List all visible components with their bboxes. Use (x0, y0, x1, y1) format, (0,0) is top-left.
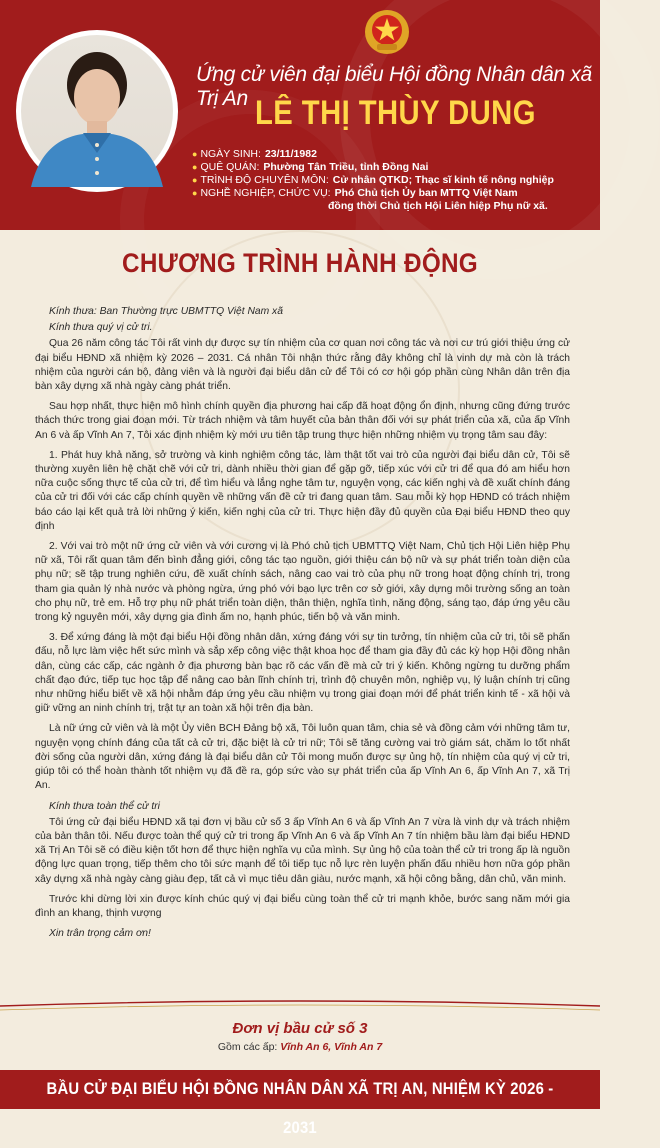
paragraph: Sau hợp nhất, thực hiện mô hình chính quyền địa phương hai cấp đã hoạt động ổn định, nhưng cũng đứng trước thách thức trong giai đoạn mới. Từ trách nhiệm và tâm huyết của bản thân đối với sự phát triển của xã, của ấp Vĩnh An 6 và ấp Vĩnh An 7, Tôi xác định nhiệm kỳ mới ưu tiên tập trung thực hiện những nhiệm vụ trọng tâm sau đây: (35, 401, 570, 441)
electoral-unit-hamlets (0, 1041, 600, 1053)
candidate-photo (21, 35, 173, 187)
greeting: Kính thưa quý vị cử tri. (49, 322, 153, 334)
paragraph: 3. Để xứng đáng là một đại biểu Hội đồng nhân dân, xứng đáng với sự tin tưởng, tín nhiệm của cử tri, tôi sẽ phấn đấu, nỗ lực làm việc hết sức mình và sắp xếp công việc thật khoa học để tham gia đầy đủ các kỳ họp Hội đồng nhân dân, cùng các cấp, các ngành ở địa phương bàn bạc rõ các vấn đề mà cử tri ý kiến. Không ngừng tu dưỡng phẩm chất đạo đức, tiếp tục học tập để nâng cao bản lĩnh chính trị, trình độ chuyên môn, nghiệp vụ, lý luận chính trị cũng như những hiểu biết về xã hội nhằm đáp ứng yêu cầu nhiệm vụ trong giai đoạn mới để phát triển kinh tế - xã hội và giữ vững an ninh chính trị, trật tự an toàn xã hội trên địa bàn. (35, 632, 570, 715)
info-row-hometown (192, 161, 592, 174)
header-banner (0, 0, 600, 230)
bullet-icon: ● (192, 162, 198, 172)
paragraph: Tôi ứng cử đại biểu HĐND xã tại đơn vị bầu cử số 3 ấp Vĩnh An 6 và ấp Vĩnh An 7 vừa là vinh dự và trách nhiệm của bản thân tôi. Nếu được toàn thể quý cử tri trong ấp Vĩnh An 6 và ấp Vĩnh An 7 tín nhiệm bầu làm đại biểu HĐND xã Trị An Tôi sẽ có điều kiện tốt hơn để thực hiện nghĩa vụ của mình. Sự ủng hộ của toàn thể cử tri trong ấp là nguồn động lực quan trọng, tiếp thêm cho tôi sức mạnh để tôi tiếp tục nỗ lực rèn luyện phấn đấu nhiều hơn nữa góp phần xây dựng xã nhà ngày càng giàu đẹp, tất cả vì mục tiêu dân giàu, nước mạnh, xã hội công bằng, dân chủ, văn minh. (35, 816, 570, 885)
info-label: NGÀY SINH: (200, 148, 261, 160)
hamlets-label: Gồm các ấp: (217, 1041, 278, 1053)
candidate-subtitle: Ứng cử viên đại biểu Hội đồng Nhân dân xã Trị An (196, 63, 592, 110)
candidate-info (192, 148, 592, 213)
program-title: CHƯƠNG TRÌNH HÀNH ĐỘNG (122, 248, 478, 278)
paragraph: Qua 26 năm công tác Tôi rất vinh dự được sự tín nhiệm của cơ quan nơi công tác và nơi cư trú giới thiệu ứng cử đại biểu HĐND xã nhiệm kỳ 2026 – 2031. Cá nhân Tôi nhận thức rằng đây không chỉ là vinh dự mà còn là trách nhiệm của người cán bộ, đảng viên và là người đại biểu dân cử để Tôi có cơ hội góp phần cùng Nhân dân trên địa bàn xây dựng xã nhà ngày càng phát triển. (35, 338, 570, 393)
closing: Xin trân trọng cảm ơn! (49, 928, 151, 940)
info-value-continued: đồng thời Chủ tịch Hội Liên hiệp Phụ nữ xã. (328, 200, 548, 212)
info-label: QUÊ QUÁN: (200, 161, 260, 173)
info-value: Phường Tân Triều, tỉnh Đồng Nai (263, 161, 429, 173)
paragraph: Là nữ ứng cử viên và là một Ủy viên BCH Đảng bộ xã, Tôi luôn quan tâm, chia sẻ và đồng cảm với những tâm tư, nguyện vọng chính đáng của tất cả cử tri, đặc biệt là cử tri nữ; Tôi sẽ tăng cường vai trò giám sát, chăm lo tốt nhất đời sống của người dân, xứng đáng là đại biểu dân cử Tôi mong muốn được sự ủng hộ, tín nhiệm của quý vị cử tri, giúp tôi có thể hoàn thành tốt nhiệm vụ đã đề ra, góp sức vào sự phát triển của ấp Vĩnh An 6, ấp Vĩnh An 7, xã Trị An. (35, 723, 570, 792)
paragraph: 1. Phát huy khả năng, sở trường và kinh nghiệm công tác, làm thật tốt vai trò của người đại biểu dân cử, Tôi sẽ thường xuyên liên hệ chặt chẽ với cử tri, dành nhiều thời gian để gặp gỡ, tiếp xúc với cử tri để qua đó am hiểu hơn nữa cuộc sống thực tế của cử tri, để tìm hiểu và lắng nghe tâm tư, nguyện vọng, các kiến nghị và đề xuất chính đáng của cử tri đối với các cấp chính quyền về những vấn đề cử tri đang quan tâm. Sau mỗi kỳ họp HĐND có trách nhiệm báo cáo lại kết quả trả lời những ý kiến, kiến nghị của cử tri. Thực hiện đầy đủ quyền của Đại biểu HĐND theo quy định (35, 449, 570, 532)
hamlets-value: Vĩnh An 6, Vĩnh An 7 (280, 1041, 383, 1053)
info-value: Phó Chủ tịch Ủy ban MTTQ Việt Nam (334, 187, 518, 199)
electoral-unit-title: Đơn vị bầu cử số 3 (232, 1020, 368, 1037)
info-label: TRÌNH ĐỘ CHUYÊN MÔN: (200, 174, 329, 186)
paragraph: 2. Với vai trò một nữ ứng cử viên và với cương vị là Phó chủ tịch UBMTTQ Việt Nam, Chủ tịch Hội Liên hiệp Phụ nữ xã, Tôi rất quan tâm đến bình đẳng giới, công tác tạo nguồn, giới thiệu cán bộ nữ và sự phát triển toàn diện của phụ nữ; sẽ tập trung nghiên cứu, đề xuất chính sách, nâng cao vai trò của phụ nữ trong hoạt động chính trị, trong tham gia quản lý nhà nước và phòng ngừa, ứng phó với bạo lực trên cơ sở giới, xây dựng môi trường sống an toàn cho phụ nữ, trẻ em. Hỗ trợ phụ nữ phát triển toàn diện, thân thiện, nghĩa tình, năng động, sáng tạo, đáp ứng yêu cầu trong kỷ nguyên mới, xây dựng gia đình ấm no, hạnh phúc, tiến bộ và văn minh. (35, 541, 570, 624)
info-row-education (192, 174, 592, 187)
info-value: 23/11/1982 (264, 148, 317, 160)
paragraph: Trước khi dừng lời xin được kính chúc quý vị đại biểu cùng toàn thể cử tri mạnh khỏe, bước sang năm mới gia đình an khang, thịnh vượng (35, 893, 570, 919)
program-body (35, 305, 570, 943)
national-emblem-icon (363, 8, 411, 56)
info-label: NGHỀ NGHIỆP, CHỨC VỤ: (200, 187, 331, 199)
candidate-name: LÊ THỊ THÙY DUNG (255, 94, 536, 132)
footer-banner (0, 1070, 600, 1137)
info-row-occupation (192, 187, 592, 200)
greeting: Kính thưa: Ban Thường trực UBMTTQ Việt Nam xã (49, 306, 283, 317)
bullet-icon: ● (192, 149, 198, 159)
bullet-icon: ● (192, 188, 198, 198)
greeting: Kính thưa toàn thể cử tri (49, 800, 160, 812)
info-row-birthdate (192, 148, 592, 161)
candidate-photo-frame (16, 30, 178, 192)
bullet-icon: ● (192, 175, 198, 185)
footer-text: BẦU CỬ ĐẠI BIỂU HỘI ĐỒNG NHÂN DÂN XÃ TRỊ AN, NHIỆM KỲ 2026 - 2031 (46, 1080, 554, 1137)
info-value: Cử nhân QTKD; Thạc sĩ kinh tế nông nghiệp (332, 174, 554, 186)
